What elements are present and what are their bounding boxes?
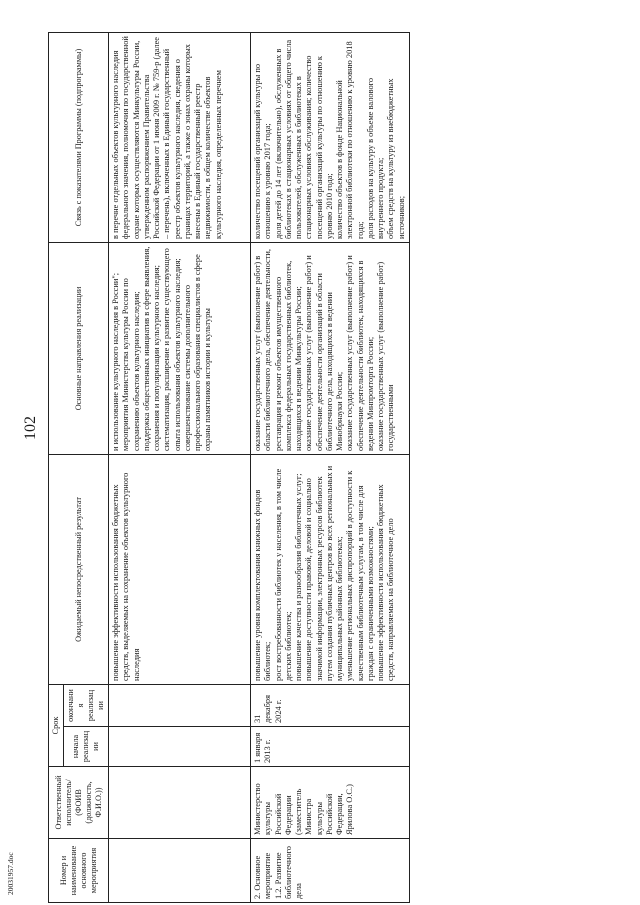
header-start: начала реализации <box>64 727 109 767</box>
cell-result: повышение уровня комплектования книжных фондов библиотек; рост востребованности библиотек у населения, в том числе детских библиотек; повышение качества и разнообразия библиотечных услуг; повышение доступности правовой, деловой и социально значимой информации, электронных ресурсов библиотек путем создания публичных центров во всех региональных и муниципальных районных библиотеках; уменьшение региональных диспропорций в доступности к качественным библиотечным услугам, в том числе для граждан с ограниченными возможностями; повышение эффективности использования бюджетных средств, направляемых на библиотечное дело <box>251 454 410 684</box>
cell-number <box>109 839 251 903</box>
cell-directions: и использование культурного наследия в России"; мероприятия Министерства культуры России по сохранению объектов культурного наследия; поддержка общественных инициатив в сфере выявления, сохранения и популяризации культурного наследия; систематизация, расширение и развитие существующего опыта использования объектов культурного наследия; совершенствование системы дополнительного профессионального образования специалистов в сфере охраны памятников истории и культуры <box>109 242 251 454</box>
header-term: Срок <box>49 684 64 766</box>
cell-end: 31 декабря 2024 г. <box>251 684 410 726</box>
cell-end <box>109 684 251 726</box>
table-row <box>109 32 251 902</box>
header-number: Номер и наименование основного мероприятия <box>49 839 109 903</box>
table-header-row <box>49 32 64 902</box>
cell-result: повышение эффективности использования бюджетных средств, выделяемых на сохранение объектов культурного наследия <box>109 454 251 684</box>
header-directions: Основные направления реализации <box>49 242 109 454</box>
page-number: 102 <box>22 416 39 440</box>
table-row <box>251 32 410 902</box>
header-end: окончания реализации <box>64 684 109 726</box>
cell-start: 1 января 2013 г. <box>251 727 410 767</box>
header-link: Связь с показателями Программы (подпрограммы) <box>49 32 109 242</box>
program-activities-table <box>48 32 410 903</box>
cell-link: количество посещений организаций культуры по отношению к уровню 2017 года; доля детей до 14 лет (включительно), обслуженных в библиотеках в стационарных условиях от общего числа пользователей, обслуженных в библиотеках в стационарных условиях обслуживания; количество посещений организаций культуры по отношению к уровню 2010 года; количество объектов в фонде Национальной электронной библиотеки по отношению к уровню 2018 года; доля расходов на культуру в объеме валового внутреннего продукта; объем средств на культуру из внебюджетных источников; <box>251 32 410 242</box>
file-name: 20031957.doc <box>6 852 15 895</box>
cell-start <box>109 727 251 767</box>
header-result: Ожидаемый непосредственный результат <box>49 454 109 684</box>
cell-directions: оказание государственных услуг (выполнение работ) в области библиотечного дела, обеспечение деятельности, реставрация и ремонт объектов имущественного комплекса федеральных государственных библиотек, находящихся в ведении Минкультуры России; оказание государственных услуг (выполнение работ) и обеспечение деятельности организаций в области библиотечного дела, находящихся в ведении Минобрнауки России; оказание государственных услуг (выполнение работ) и обеспечение деятельности библиотек, находящихся в ведении Минпромторга России; оказание государственных услуг (выполнение работ) государственными <box>251 242 410 454</box>
cell-link: в перечне отдельных объектов культурного наследия федерального значения, полномочия по государственной охране которых осуществляются Минкультуры России, утвержденном распоряжением Правительства Российской Федерации от 1 июня 2009 г. № 759-р (далее – перечень), включенных в Единый государственный реестр объектов культурного наследия, сведения о границах территорий, а также о зонах охраны которых внесены в Единый государственный реестр недвижимости, в общем количестве объектов культурного наследия, определенных перечнем <box>109 32 251 242</box>
cell-responsible: Министерство культуры Российской Федерации (заместитель Министра культуры Российской Федерации, Ярилова О.С.) <box>251 767 410 839</box>
cell-number: 2. Основное мероприятие 1.2. Развитие библиотечного дела <box>251 839 410 903</box>
rotated-document-table <box>48 33 608 903</box>
cell-responsible <box>109 767 251 839</box>
header-responsible: Ответственный исполнитель/ (ФОИВ (должность, Ф.И.О.)) <box>49 767 109 839</box>
